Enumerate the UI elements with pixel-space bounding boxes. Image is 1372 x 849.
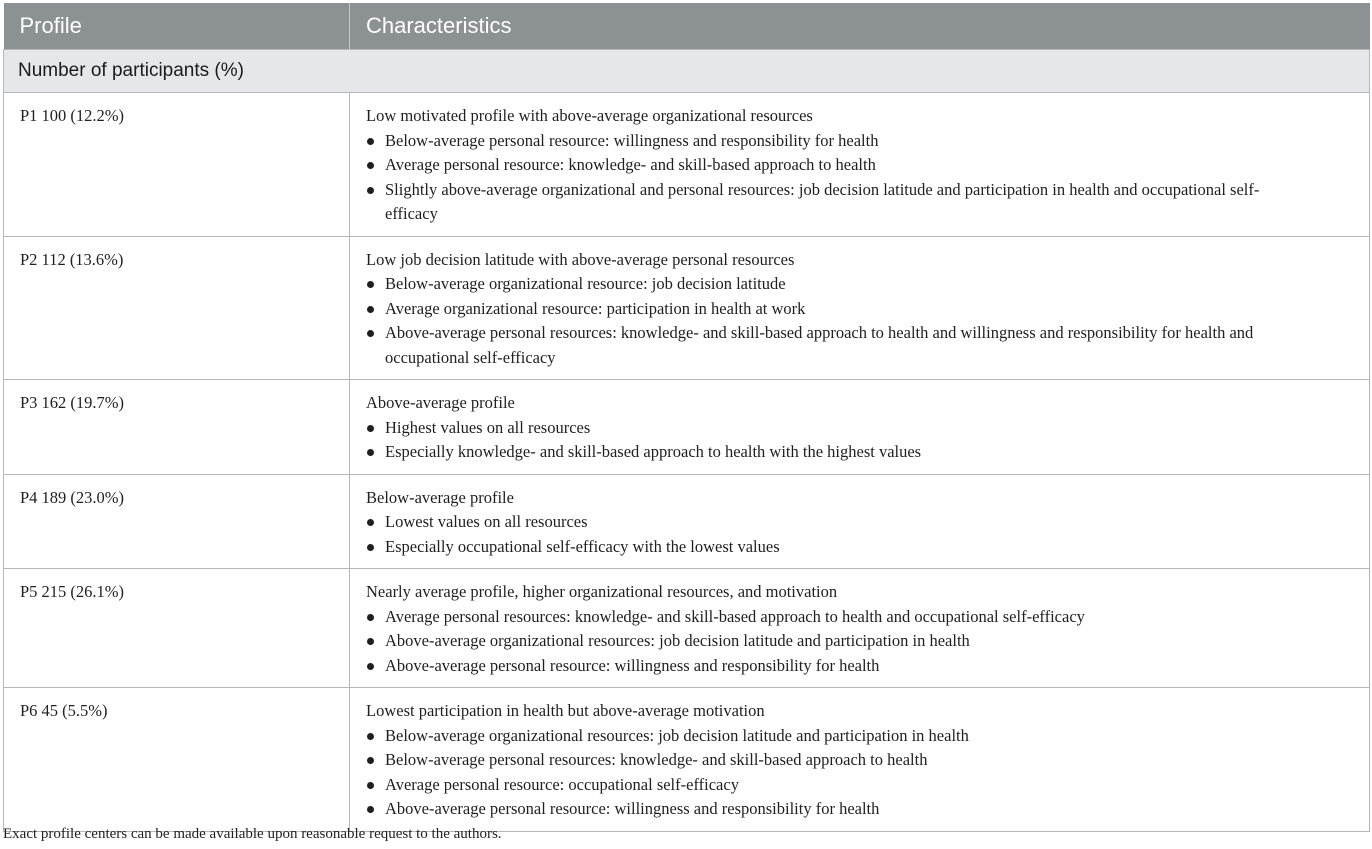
table-footnote: Exact profile centers can be made available upon reasonable request to the authors. [3,826,502,842]
characteristics-cell [350,93,1370,237]
profile-cell: P3 162 (19.7%) [4,380,350,475]
table-row [4,688,1370,832]
bullet-list [366,724,1369,822]
bullet-item: Above-average personal resource: willingness and responsibility for health [366,797,1369,822]
bullet-list [366,129,1369,227]
header-profile: Profile [4,3,350,50]
bullet-item: Above-average organizational resources: job decision latitude and participation in health [366,629,1369,654]
profile-cell: P1 100 (12.2%) [4,93,350,237]
bullet-item: Slightly above-average organizational and personal resources: job decision latitude and participation in health and occupational self-efficacy [366,178,1369,227]
bullet-item: Especially occupational self-efficacy with the lowest values [366,535,1369,560]
characteristics-cell [350,569,1370,688]
bullet-list [366,272,1369,370]
header-row [4,3,1370,50]
characteristics-cell [350,236,1370,380]
bullet-list [366,416,1369,465]
bullet-item: Above-average personal resources: knowledge- and skill-based approach to health and willingness and responsibility for health and occupational self-efficacy [366,321,1369,370]
bullet-item: Lowest values on all resources [366,510,1369,535]
bullet-item: Below-average organizational resources: job decision latitude and participation in health [366,724,1369,749]
characteristics-title: Below-average profile [366,487,514,507]
characteristics-title: Low job decision latitude with above-average personal resources [366,249,795,269]
characteristics-cell [350,474,1370,569]
characteristics-cell [350,380,1370,475]
bullet-item: Above-average personal resource: willingness and responsibility for health [366,654,1369,679]
bullet-list [366,605,1369,679]
profile-table-container [3,3,1369,832]
characteristics-cell [350,688,1370,832]
profile-cell: P2 112 (13.6%) [4,236,350,380]
table-row [4,569,1370,688]
table-row [4,380,1370,475]
bullet-item: Below-average personal resource: willingness and responsibility for health [366,129,1369,154]
bullet-item: Especially knowledge- and skill-based approach to health with the highest values [366,440,1369,465]
characteristics-title: Lowest participation in health but above-average motivation [366,701,765,720]
bullet-item: Average personal resources: knowledge- and skill-based approach to health and occupational self-efficacy [366,605,1369,630]
header-characteristics: Characteristics [350,3,1370,50]
profile-cell: P5 215 (26.1%) [4,569,350,688]
subheader-participants: Number of participants (%) [4,50,1370,93]
profile-cell: P6 45 (5.5%) [4,688,350,832]
subheader-row [4,50,1370,93]
bullet-item: Average organizational resource: participation in health at work [366,297,1369,322]
bullet-item: Highest values on all resources [366,416,1369,441]
bullet-item: Below-average organizational resource: job decision latitude [366,272,1369,297]
table-row [4,93,1370,237]
table-row [4,474,1370,569]
bullet-item: Average personal resource: occupational self-efficacy [366,773,1369,798]
profile-cell: P4 189 (23.0%) [4,474,350,569]
table-row [4,236,1370,380]
bullet-list [366,510,1369,559]
characteristics-title: Low motivated profile with above-average organizational resources [366,106,813,125]
characteristics-title: Nearly average profile, higher organizational resources, and motivation [366,582,838,601]
profile-table [3,3,1370,832]
bullet-item: Average personal resource: knowledge- and skill-based approach to health [366,153,1369,178]
bullet-item: Below-average personal resources: knowledge- and skill-based approach to health [366,748,1369,773]
characteristics-title: Above-average profile [366,393,515,412]
